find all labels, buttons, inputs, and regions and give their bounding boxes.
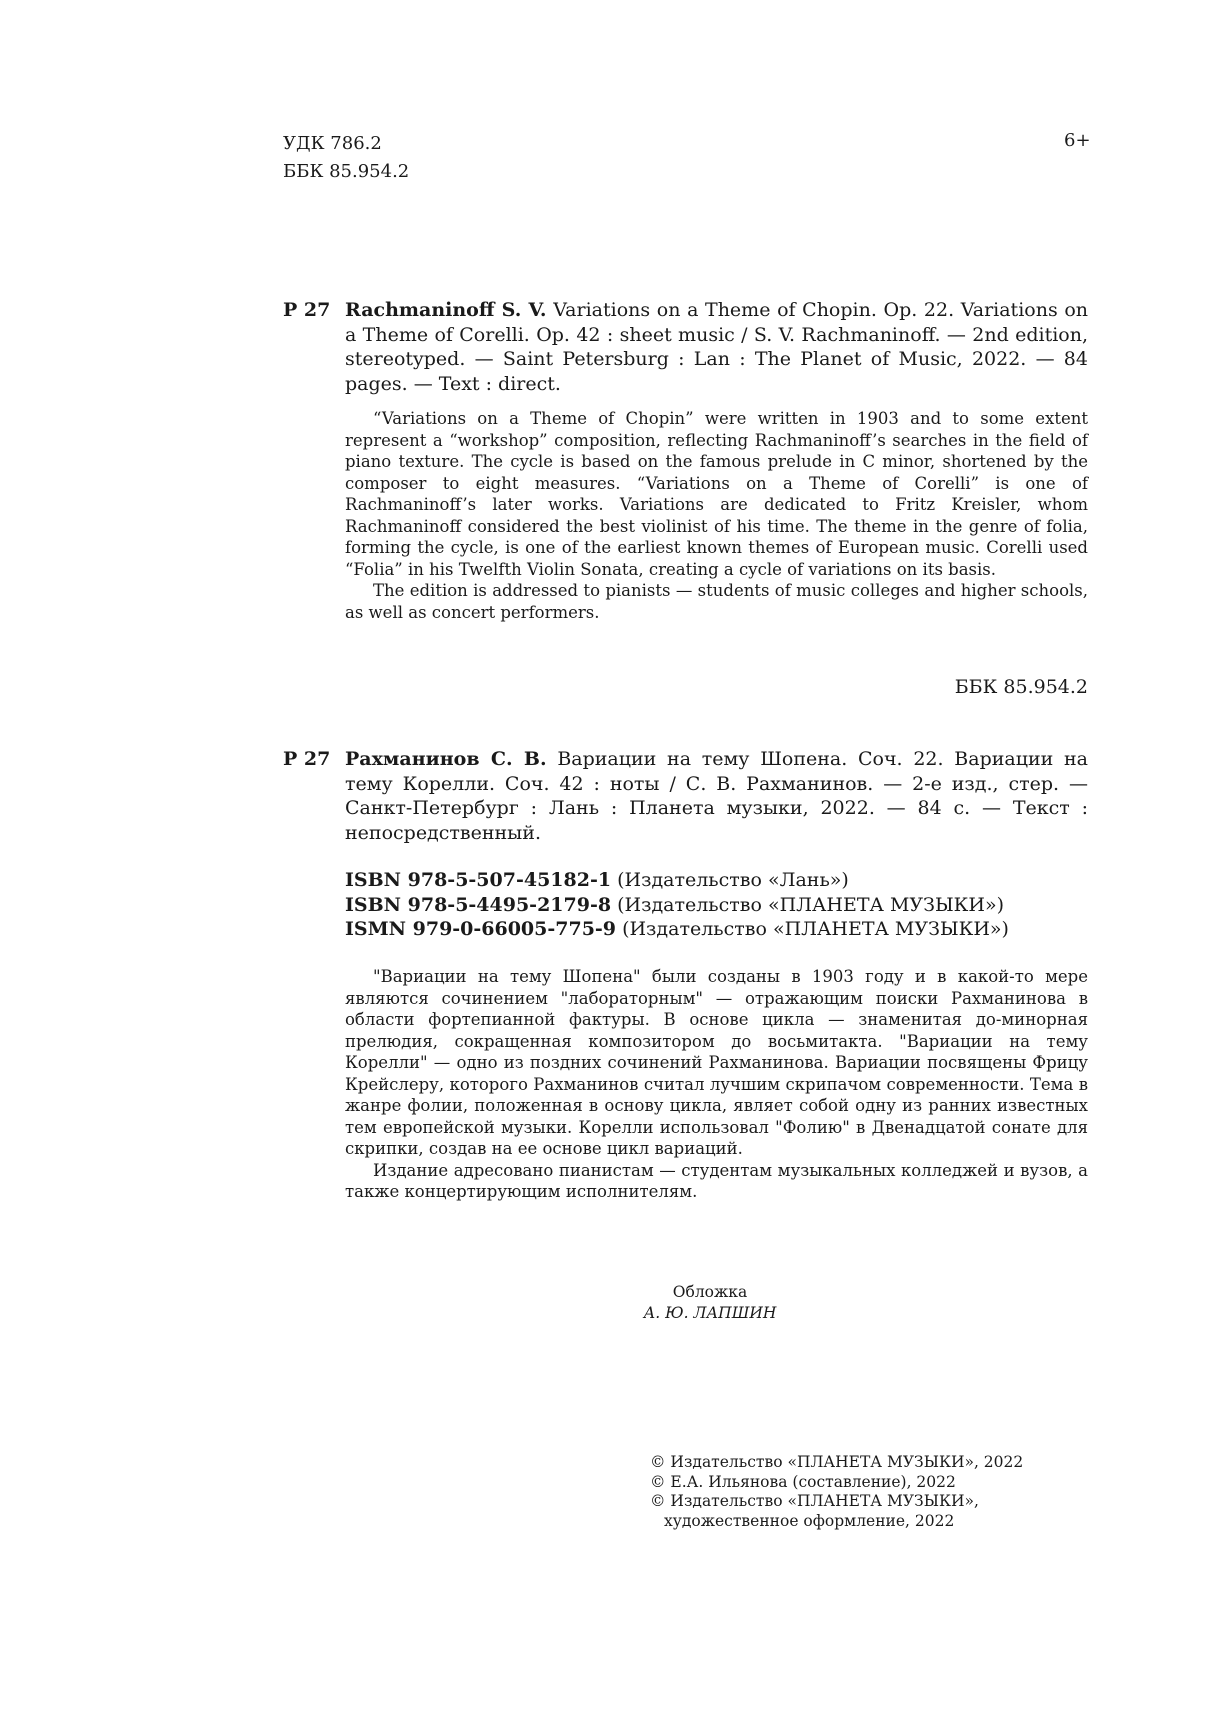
russian-annotation <box>345 966 1088 1203</box>
identifier-publisher: (Издательство «Лань») <box>617 869 849 891</box>
copyright-line: © Е.А. Ильянова (составление), 2022 <box>650 1472 956 1491</box>
identifier-row <box>345 917 1009 942</box>
russian-annotation-p1: "Вариации на тему Шопена" были созданы в 1903 году и в какой-то мере являются сочинением "лабораторным" — отражающим поиски Рахманинова в области фортепианной фактуры. В основе цикла — знаменитая до-минорная прелюдия, сокращенная композитором до восьмитакта. "Вариации на тему Корелли" — одно из поздних сочинений Рахманинова. Вариации посвящены Фрицу Крейслеру, которого Рахманинов считал лучшим скрипачом современности. Тема в жанре фолии, положенная в основу цикла, являет собой одну из ранних известных тем европейской музыки. Корелли использовал "Фолию" в Двенадцатой сонате для скрипки, создав на ее основе цикл вариаций. <box>345 967 1088 1158</box>
cover-credit <box>560 1282 860 1324</box>
copyright-line: © Издательство «ПЛАНЕТА МУЗЫКИ», 2022 <box>650 1453 1024 1471</box>
identifier-code: ISMN 979-0-66005-775-9 <box>345 918 617 940</box>
udk-code: УДК 786.2 <box>283 133 382 154</box>
english-catalog-entry <box>283 298 1088 396</box>
english-annotation-p1: “Variations on a Theme of Chopin” were written in 1903 and to some extent represent a “workshop” composition, reflecting Rachmaninoff’s searches in the field of piano texture. The cycle is based on the famous prelude in C minor, shortened by the composer to eight measures. “Variations on a Theme of Corelli” is one of Rachmaninoff’s later works. Variations are dedicated to Fritz Kreisler, whom Rachmaninoff considered the best violinist of his time. The theme in the genre of folia, forming the cycle, is one of the earliest known themes of European music. Corelli used “Folia” in his Twelfth Violin Sonata, creating a cycle of variations on its basis. <box>345 409 1088 579</box>
identifier-row <box>345 893 1009 918</box>
english-annotation-p2: The edition is addressed to pianists — students of music colleges and higher schools, as well as concert performers. <box>345 581 1088 622</box>
copyright-block <box>650 1453 1090 1531</box>
russian-annotation-p2: Издание адресовано пианистам — студентам музыкальных колледжей и вузов, а также концертирующим исполнителям. <box>345 1160 1088 1201</box>
russian-description: Вариации на тему Шопена. Соч. 22. Вариации на тему Корелли. Соч. 42 : ноты / С. В. Рахманинов. — 2-е изд., стер. — Санкт-Петербург : Лань : Планета музыки, 2022. — 84 с. — Текст : непосредственный. <box>345 748 1088 844</box>
identifier-code: ISBN 978-5-507-45182-1 <box>345 869 612 891</box>
bbk-code: ББК 85.954.2 <box>283 161 410 182</box>
age-rating: 6+ <box>1064 130 1091 151</box>
english-entry-body <box>345 298 1088 396</box>
english-author: Rachmaninoff S. V. <box>345 299 547 321</box>
identifier-publisher: (Издательство «ПЛАНЕТА МУЗЫКИ») <box>617 893 1004 916</box>
russian-index: Р 27 <box>283 748 331 770</box>
identifier-publisher: (Издательство «ПЛАНЕТА МУЗЫКИ») <box>622 918 1009 940</box>
identifier-code: ISBN 978-5-4495-2179-8 <box>345 893 612 916</box>
russian-catalog-entry <box>283 747 1088 845</box>
english-description: Variations on a Theme of Chopin. Op. 22. Variations on a Theme of Corelli. Op. 42 : sheet music / S. V. Rachmaninoff. — 2nd edition, stereotyped. — Saint Petersburg : Lan : The Planet of Music, 2022. — 84 pages. — Text : direct. <box>345 299 1089 395</box>
identifier-row <box>345 868 1009 893</box>
russian-author: Рахманинов С. В. <box>345 748 547 770</box>
english-index: Р 27 <box>283 299 331 321</box>
english-annotation <box>345 408 1088 623</box>
classification-block <box>283 130 409 186</box>
russian-entry-body <box>345 747 1088 845</box>
copyright-line: © Издательство «ПЛАНЕТА МУЗЫКИ», художественное оформление, 2022 <box>650 1492 979 1530</box>
cover-artist: А. Ю. ЛАПШИН <box>643 1304 777 1322</box>
identifier-list <box>345 868 1009 942</box>
cover-label: Обложка <box>672 1283 748 1301</box>
bbk-code-right: ББК 85.954.2 <box>954 676 1088 698</box>
